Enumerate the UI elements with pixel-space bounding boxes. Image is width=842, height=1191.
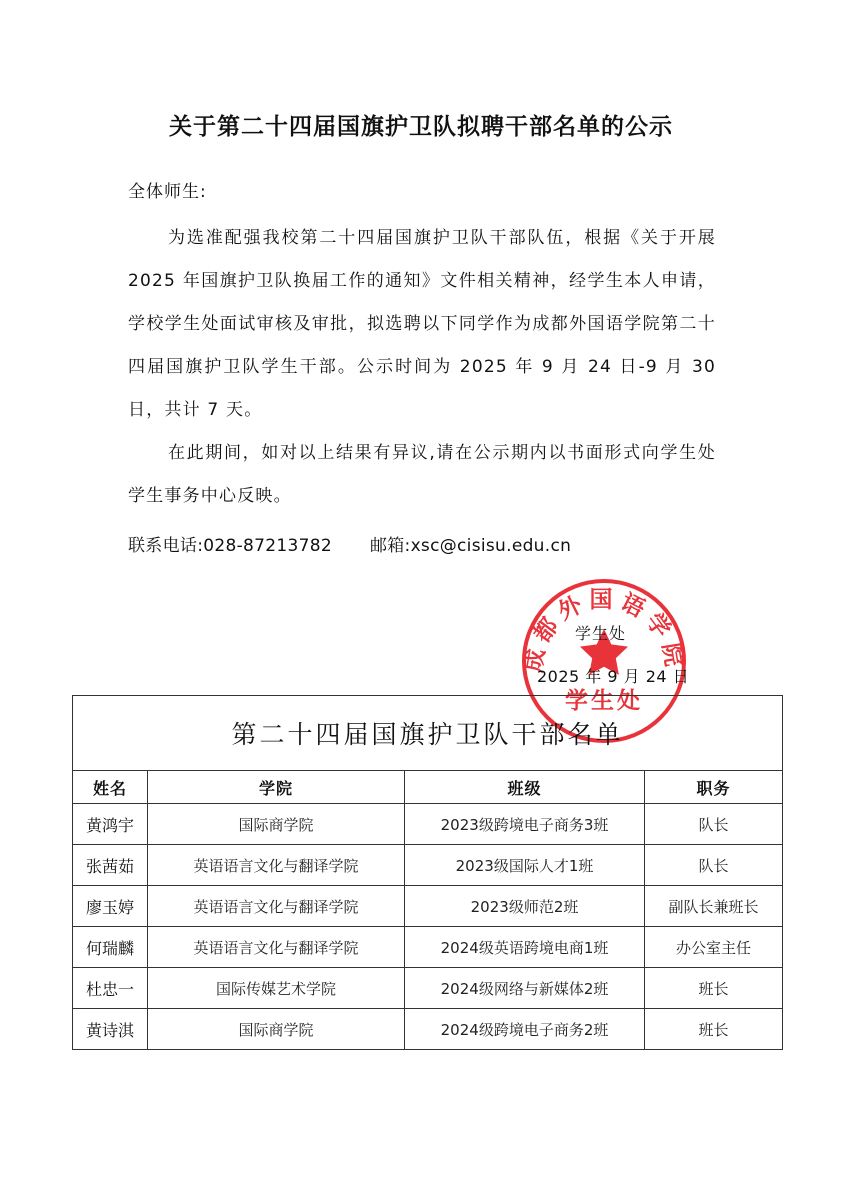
cell-name: 何瑞麟 (73, 927, 148, 968)
contact-email[interactable]: 邮箱:xsc@cisisu.edu.cn (369, 536, 572, 556)
header-college: 学院 (148, 771, 405, 804)
table-row (73, 1009, 783, 1050)
table-row (73, 968, 783, 1009)
contact-phone: 联系电话:028-87213782 (128, 536, 332, 556)
header-class: 班级 (405, 771, 645, 804)
cell-name: 廖玉婷 (73, 886, 148, 927)
contact-line (128, 531, 571, 556)
cell-name: 黄诗淇 (73, 1009, 148, 1050)
signature-date: 2025 年 9 月 24 日 (537, 667, 690, 686)
seal-inner-text: 学生处 (565, 687, 643, 714)
salutation: 全体师生: (128, 182, 207, 202)
cell-class: 2024级跨境电子商务2班 (405, 1009, 645, 1050)
cell-college: 国际传媒艺术学院 (148, 968, 405, 1009)
table-row (73, 886, 783, 927)
cell-class: 2023级国际人才1班 (405, 845, 645, 886)
cell-position: 队长 (645, 804, 783, 845)
cell-college: 英语语言文化与翻译学院 (148, 927, 405, 968)
table-row (73, 845, 783, 886)
cell-position: 班长 (645, 1009, 783, 1050)
cell-position: 办公室主任 (645, 927, 783, 968)
cell-name: 张茜茹 (73, 845, 148, 886)
cell-name: 黄鸿宇 (73, 804, 148, 845)
cell-name: 杜忠一 (73, 968, 148, 1009)
header-name: 姓名 (73, 771, 148, 804)
cell-position: 副队长兼班长 (645, 886, 783, 927)
cell-class: 2024级网络与新媒体2班 (405, 968, 645, 1009)
cell-college: 国际商学院 (148, 1009, 405, 1050)
cadre-roster-table (72, 695, 783, 1050)
signature-department: 学生处 (575, 624, 627, 643)
header-position: 职务 (645, 771, 783, 804)
body-paragraph-2: 在此期间，如对以上结果有异议,请在公示期内以书面形式向学生处学生事务中心反映。 (128, 443, 716, 506)
table-row (73, 804, 783, 845)
notice-title: 关于第二十四届国旗护卫队拟聘干部名单的公示 (169, 113, 673, 140)
cell-position: 班长 (645, 968, 783, 1009)
cell-class: 2023级师范2班 (405, 886, 645, 927)
table-row (73, 927, 783, 968)
cell-college: 英语语言文化与翻译学院 (148, 845, 405, 886)
cell-position: 队长 (645, 845, 783, 886)
seal-outer-text: 成都外国语学院 (519, 585, 689, 675)
cell-class: 2024级英语跨境电商1班 (405, 927, 645, 968)
cell-college: 英语语言文化与翻译学院 (148, 886, 405, 927)
cell-college: 国际商学院 (148, 804, 405, 845)
cell-class: 2023级跨境电子商务3班 (405, 804, 645, 845)
roster-caption: 第二十四届国旗护卫队干部名单 (73, 696, 783, 771)
body-paragraph-1: 为选准配强我校第二十四届国旗护卫队干部队伍，根据《关于开展 2025 年国旗护卫队换届工作的通知》文件相关精神，经学生本人申请，学校学生处面试审核及审批，拟选聘以下同学作为成都外国语学院第二十四届国旗护卫队学生干部。公示时间为 2025 年 9 月 24 日-9 月 30 日，共计 7 天。 (128, 228, 716, 420)
